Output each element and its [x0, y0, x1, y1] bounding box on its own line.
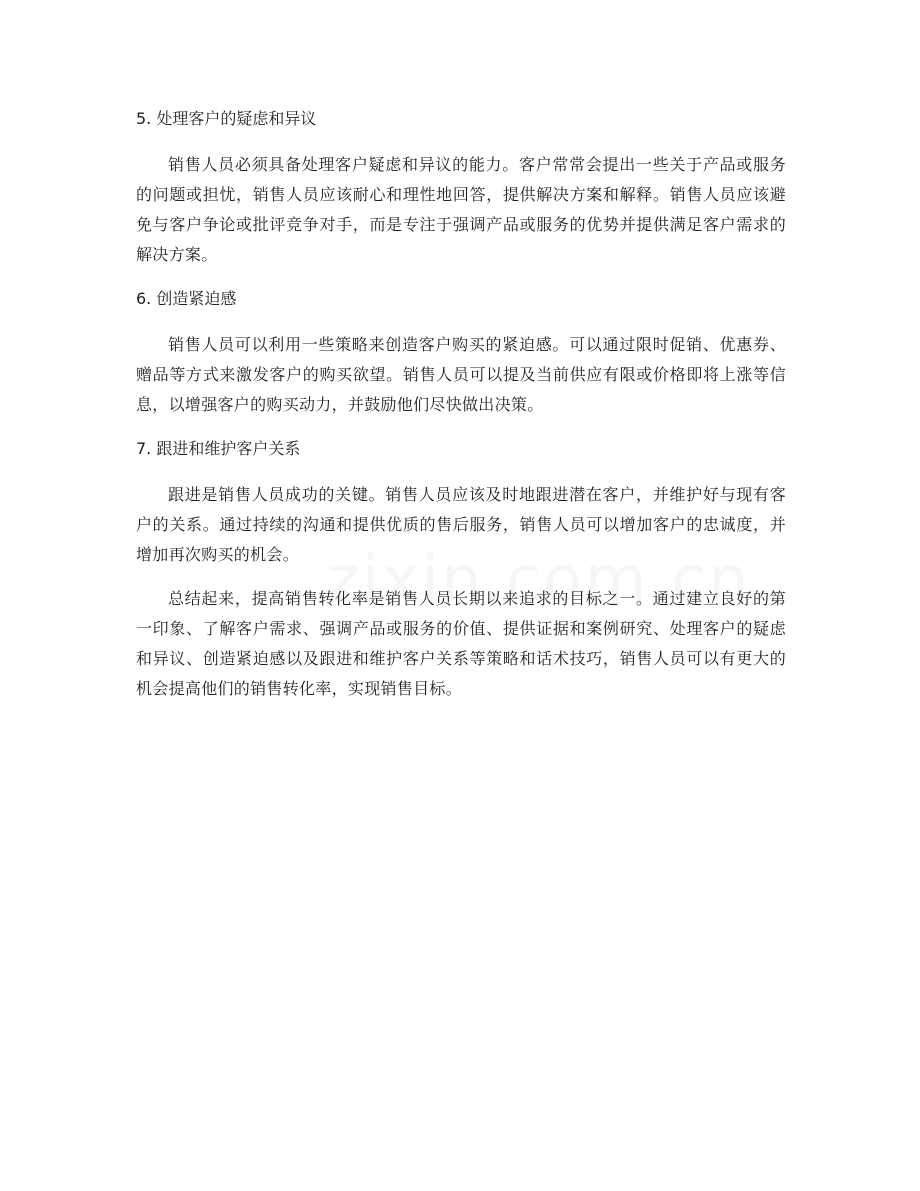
section-heading-5: 5. 处理客户的疑虑和异议: [136, 109, 317, 128]
section-paragraph-5: 销售人员必须具备处理客户疑虑和异议的能力。客户常常会提出一些关于产品或服务的问题或担忧，销售人员应该耐心和理性地回答，提供解决方案和解释。销售人员应该避免与客户争论或批评竞争对手，而是专注于强调产品或服务的优势并提供满足客户需求的解决方案。: [136, 155, 786, 264]
section-heading-7: 7. 跟进和维护客户关系: [136, 439, 301, 458]
document-body: [136, 104, 786, 704]
conclusion-paragraph: 总结起来，提高销售转化率是销售人员长期以来追求的目标之一。通过建立良好的第一印象、了解客户需求、强调产品或服务的价值、提供证据和案例研究、处理客户的疑虑和异议、创造紧迫感以及跟进和维护客户关系等策略和话术技巧，销售人员可以有更大的机会提高他们的销售转化率，实现销售目标。: [136, 589, 786, 698]
section-paragraph-6: 销售人员可以利用一些策略来创造客户购买的紧迫感。可以通过限时促销、优惠券、赠品等方式来激发客户的购买欲望。销售人员可以提及当前供应有限或价格即将上涨等信息，以增强客户的购买动力，并鼓励他们尽快做出决策。: [136, 335, 786, 414]
section-heading-6: 6. 创造紧迫感: [136, 289, 237, 308]
section-paragraph-7: 跟进是销售人员成功的关键。销售人员应该及时地跟进潜在客户，并维护好与现有客户的关系。通过持续的沟通和提供优质的售后服务，销售人员可以增加客户的忠诚度，并增加再次购买的机会。: [136, 485, 786, 564]
